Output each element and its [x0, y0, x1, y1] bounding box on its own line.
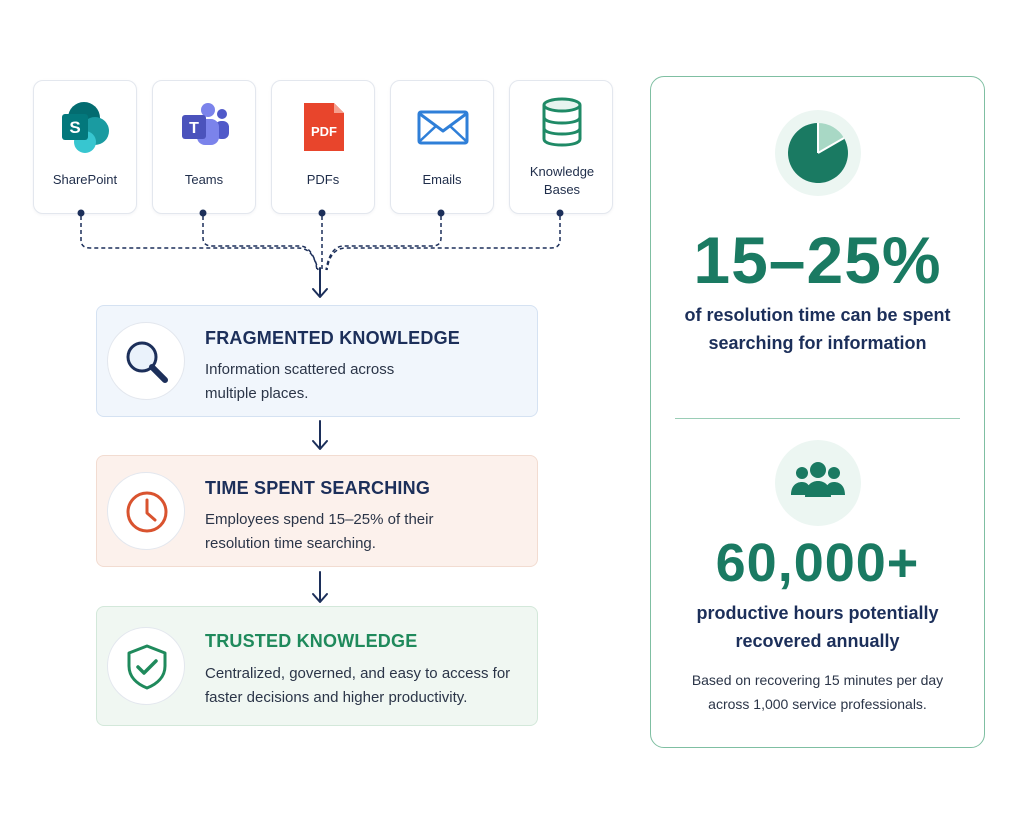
arrow-to-searching: [313, 421, 327, 449]
stat-value-productive-hours: 60,000+: [715, 533, 920, 593]
shield-check-icon: [122, 642, 172, 692]
source-card-pdfs: [271, 80, 375, 214]
connector-path-sharepoint: [81, 216, 317, 270]
step-title: FRAGMENTED KNOWLEDGE: [205, 328, 460, 348]
source-label-emails: Emails: [422, 172, 462, 187]
step-icon-circle: [107, 322, 185, 400]
source-card-teams: [152, 80, 256, 214]
source-card-sharepoint: [33, 80, 137, 214]
step-description: Information scattered across multiple places.: [205, 361, 395, 402]
arrow-to-fragmented: [313, 268, 327, 297]
source-label-pdfs: PDFs: [306, 172, 340, 187]
svg-text:T: T: [189, 120, 199, 137]
step-title: TRUSTED KNOWLEDGE: [205, 631, 418, 651]
step-card-fragmented-knowledge: [96, 305, 538, 417]
step-title: TIME SPENT SEARCHING: [205, 478, 431, 498]
source-card-emails: [390, 80, 494, 214]
connector-path-knowledge-bases: [327, 216, 560, 270]
sharepoint-icon: [58, 99, 114, 155]
connector-path-emails: [326, 216, 441, 270]
stat-caption-resolution-time: of resolution time can be spent searching for information: [684, 305, 951, 353]
divider: [675, 418, 960, 419]
stat-caption-productive-hours: productive hours potentially recovered annually: [696, 603, 939, 651]
step-icon-circle: [107, 472, 185, 550]
stats-panel: [650, 76, 985, 748]
email-icon: [415, 99, 471, 155]
step-card-time-spent-searching: [96, 455, 538, 567]
pdf-icon: [296, 99, 352, 155]
source-label-knowledge-bases: Knowledge Bases: [529, 164, 595, 197]
svg-text:PDF: PDF: [311, 124, 337, 139]
source-card-knowledge-bases: [509, 80, 613, 214]
database-icon: [534, 95, 590, 151]
stat-value-resolution-time: 15–25%: [693, 223, 942, 297]
connector-path-teams: [203, 216, 318, 270]
arrow-to-trusted: [313, 572, 327, 602]
people-group-icon: [774, 439, 862, 527]
step-card-trusted-knowledge: [96, 606, 538, 726]
svg-text:S: S: [69, 118, 81, 137]
source-label-teams: Teams: [184, 172, 224, 187]
step-description: Centralized, governed, and easy to access for faster decisions and higher productivity.: [205, 665, 511, 706]
teams-icon: [177, 99, 233, 155]
step-description: Employees spend 15–25% of their resolution time searching.: [205, 511, 434, 552]
source-label-sharepoint: SharePoint: [52, 172, 118, 187]
step-icon-circle: [107, 627, 185, 705]
magnifier-icon: [122, 337, 172, 387]
stat-footnote: Based on recovering 15 minutes per day across 1,000 service professionals.: [691, 672, 944, 712]
clock-icon: [122, 487, 172, 537]
pie-chart-icon: [774, 109, 862, 197]
